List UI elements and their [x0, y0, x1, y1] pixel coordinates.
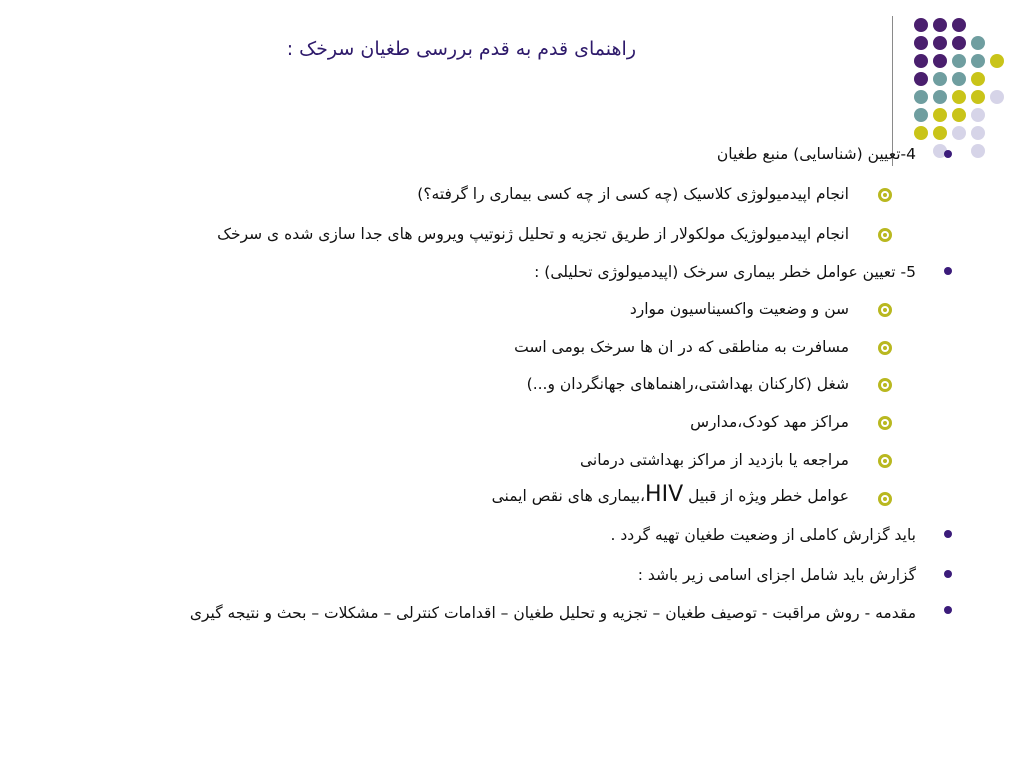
list-item: 5- تعیین عوامل خطر بیماری سرخک (اپیدمیولوژی تحلیلی) : — [534, 263, 916, 281]
bullet-level1 — [944, 530, 952, 538]
bullet-level1 — [944, 570, 952, 578]
list-item: مراکز مهد کودک،مدارس — [690, 413, 849, 431]
list-item-text-a: عوامل خطر ویژه از قبیل — [683, 487, 849, 505]
list-item-text: -تعیین (شناسایی) منبع طغیان — [716, 145, 907, 163]
list-item-number: 4 — [906, 145, 916, 163]
bullet-level2 — [878, 492, 892, 506]
bullet-level1 — [944, 606, 952, 614]
bullet-level2 — [878, 303, 892, 317]
list-item — [717, 143, 916, 165]
slide-title: راهنمای قدم به قدم بررسی طغیان سرخک : — [286, 38, 636, 60]
hiv-label: HIV — [645, 482, 684, 507]
bullet-level2 — [878, 416, 892, 430]
bullet-level1 — [944, 267, 952, 275]
list-item: مقدمه - روش مراقبت - توصیف طغیان – تجزیه و تحلیل طغیان – اقدامات کنترلی – مشکلات – بحث و نتیجه گیری — [189, 604, 916, 622]
bullet-level2 — [878, 378, 892, 392]
list-item — [492, 484, 849, 507]
bullet-level2 — [878, 188, 892, 202]
list-item: انجام اپیدمیولوژی کلاسیک (چه کسی از چه کسی بیماری را گرفته؟) — [417, 185, 849, 203]
list-item: انجام اپیدمیولوژیک مولکولار از طریق تجزیه و تحلیل ژنوتیپ ویروس های جدا سازی شده ی سرخک — [217, 225, 849, 243]
list-item: باید گزارش کاملی از وضعیت طغیان تهیه گردد . — [610, 526, 916, 544]
list-item: سن و وضعیت واکسیناسیون موارد — [629, 300, 849, 318]
list-item: گزارش باید شامل اجزای اسامی زیر باشد : — [637, 566, 916, 584]
list-item: شغل (کارکنان بهداشتی،راهنماهای جهانگردان و...) — [526, 375, 849, 393]
bullet-level2 — [878, 228, 892, 242]
list-item: مراجعه یا بازدید از مراکز بهداشتی درمانی — [579, 451, 849, 469]
bullet-level2 — [878, 454, 892, 468]
list-item: مسافرت به مناطقی که در ان ها سرخک بومی است — [514, 338, 849, 356]
bullet-level1 — [944, 150, 952, 158]
bullet-level2 — [878, 341, 892, 355]
list-item-text-b: ،بیماری های نقص ایمنی — [491, 487, 646, 505]
